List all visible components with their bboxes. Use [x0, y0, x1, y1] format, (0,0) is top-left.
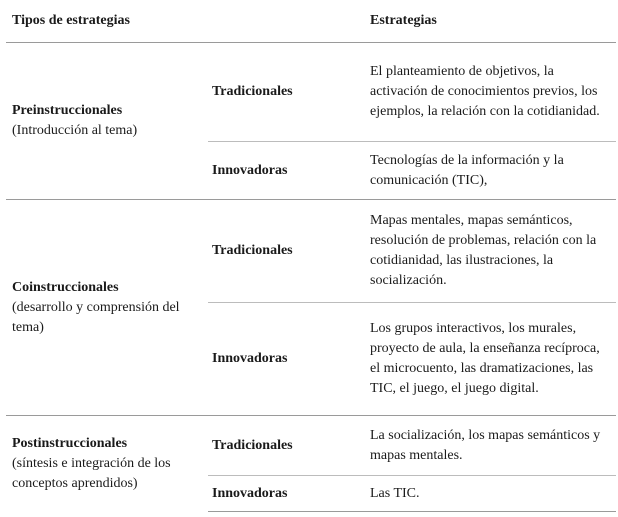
group-cell-coinstruccionales: [6, 200, 208, 416]
group-title: Coinstruccionales: [12, 279, 119, 295]
strategy-description: La socialización, los mapas semánticos y mapas mentales.: [365, 416, 616, 476]
strategy-description: Los grupos interactivos, los murales, proyecto de aula, la enseñanza recíproca, el microcuento, las dramatizaciones, las TIC, el juego, el juego digital.: [365, 303, 616, 416]
group-subtitle: (síntesis e integración de los conceptos aprendidos): [12, 455, 171, 491]
group-cell-preinstruccionales: [6, 43, 208, 200]
strategy-description: Mapas mentales, mapas semánticos, resolución de problemas, relación con la cotidianidad, las ilustraciones, la socialización.: [365, 200, 616, 303]
strategies-table: [6, 0, 616, 512]
strategy-kind: Tradicionales: [208, 416, 365, 476]
strategy-kind: Tradicionales: [208, 200, 365, 303]
strategy-description: Tecnologías de la información y la comunicación (TIC),: [365, 142, 616, 200]
header-strategies: Estrategias: [365, 0, 616, 43]
strategy-kind: Tradicionales: [208, 43, 365, 142]
header-strategy-types: Tipos de estrategias: [6, 0, 208, 43]
group-title: Preinstruccionales: [12, 103, 123, 118]
table-row: [6, 200, 616, 303]
group-subtitle: (Introducción al tema): [12, 123, 138, 138]
strategy-kind: Innovadoras: [208, 476, 365, 512]
group-subtitle: (desarrollo y comprensión del tema): [12, 299, 180, 335]
table-row: [6, 43, 616, 142]
strategy-description: Las TIC.: [365, 476, 616, 512]
strategy-description: El planteamiento de objetivos, la activación de conocimientos previos, los ejemplos, la relación con la cotidianidad.: [365, 43, 616, 142]
table-header-row: [6, 0, 616, 43]
strategy-kind: Innovadoras: [208, 303, 365, 416]
group-title: Postinstruccionales: [12, 435, 128, 451]
header-blank: [208, 0, 365, 43]
group-cell-postinstruccionales: [6, 416, 208, 512]
strategy-kind: Innovadoras: [208, 142, 365, 200]
table-row: [6, 416, 616, 476]
